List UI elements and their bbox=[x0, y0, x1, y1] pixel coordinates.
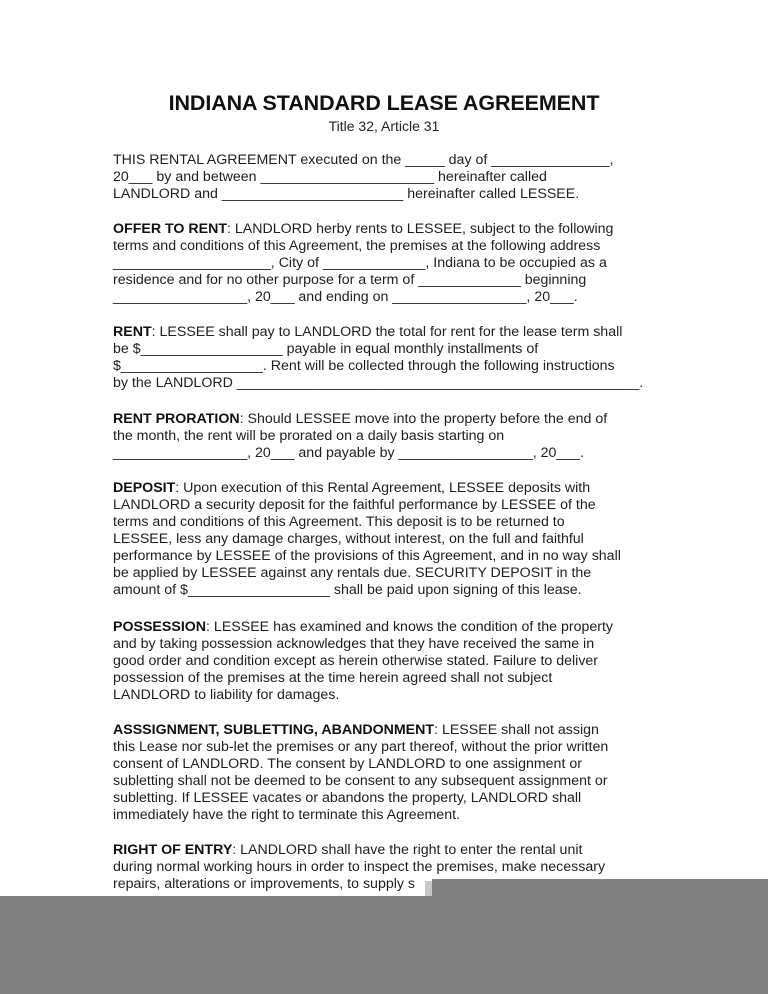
text-line: LANDLORD and _______________________ hereinafter called LESSEE. bbox=[113, 186, 580, 202]
section-heading: RIGHT OF ENTRY bbox=[113, 842, 233, 858]
text-line: during normal working hours in order to inspect the premises, make necessary bbox=[113, 859, 606, 875]
text-fragment: : Upon execution of this Rental Agreement, LESSEE deposits with bbox=[175, 480, 591, 496]
text-fragment: : LESSEE shall not assign bbox=[434, 722, 599, 738]
text-fragment: : Should LESSEE move into the property before the end of bbox=[239, 411, 608, 427]
text-line: residence and for no other purpose for a term of _____________ beginning bbox=[113, 272, 587, 288]
text-line: LANDLORD a security deposit for the faithful performance by LESSEE of the bbox=[113, 497, 596, 513]
gray-overlay-band bbox=[0, 896, 768, 994]
text-line bbox=[113, 619, 673, 636]
text-line: 20___ by and between ______________________ hereinafter called bbox=[113, 169, 547, 185]
text-fragment: : LESSEE shall pay to LANDLORD the total for rent for the lease term shall bbox=[151, 324, 623, 340]
text-line: $__________________. Rent will be collected through the following instructions bbox=[113, 358, 615, 374]
text-line: be applied by LESSEE against any rentals due. SECURITY DEPOSIT in the bbox=[113, 565, 592, 581]
text-line: subletting. If LESSEE vacates or abandons the property, LANDLORD shall bbox=[113, 790, 582, 806]
text-line bbox=[113, 842, 673, 859]
section-deposit bbox=[113, 480, 673, 599]
text-line: be $__________________ payable in equal monthly installments of bbox=[113, 341, 539, 357]
text-line: amount of $__________________ shall be paid upon signing of this lease. bbox=[113, 582, 582, 598]
text-line: and by taking possession acknowledges that they have received the same in bbox=[113, 636, 595, 652]
text-line: THIS RENTAL AGREEMENT executed on the _____ day of _______________, bbox=[113, 152, 614, 168]
section-assignment bbox=[113, 722, 673, 824]
intro-paragraph bbox=[113, 152, 673, 203]
text-line bbox=[113, 221, 673, 238]
text-line: good order and condition except as herein otherwise stated. Failure to deliver bbox=[113, 653, 599, 669]
text-line bbox=[113, 411, 673, 428]
section-rent-proration bbox=[113, 411, 673, 462]
section-heading: DEPOSIT bbox=[113, 480, 176, 496]
section-offer-to-rent bbox=[113, 221, 673, 306]
section-heading: RENT bbox=[113, 324, 152, 340]
text-line: immediately have the right to terminate this Agreement. bbox=[113, 807, 460, 823]
section-rent bbox=[113, 324, 673, 392]
text-line: ____________________, City of _____________, Indiana to be occupied as a bbox=[113, 255, 607, 271]
document-subtitle: Title 32, Article 31 bbox=[328, 118, 440, 134]
text-line: the month, the rent will be prorated on a daily basis starting on bbox=[113, 428, 505, 444]
section-possession bbox=[113, 619, 673, 704]
text-fragment: : LANDLORD shall have the right to enter the rental unit bbox=[232, 842, 583, 858]
text-fragment: : LANDLORD herby rents to LESSEE, subject to the following bbox=[227, 221, 614, 237]
text-line: this Lease nor sub-let the premises or any part thereof, without the prior written bbox=[113, 739, 609, 755]
text-line: terms and conditions of this Agreement, the premises at the following address bbox=[113, 238, 601, 254]
document-title: INDIANA STANDARD LEASE AGREEMENT bbox=[168, 91, 600, 115]
text-line: repairs, alterations or improvements, to supply s bbox=[113, 876, 416, 892]
section-heading: OFFER TO RENT bbox=[113, 221, 228, 237]
text-line: terms and conditions of this Agreement. This deposit is to be returned to bbox=[113, 514, 565, 530]
overlay-edge bbox=[425, 881, 432, 896]
section-heading: ASSSIGNMENT, SUBLETTING, ABANDONMENT bbox=[113, 722, 435, 738]
text-line: LESSEE, less any damage charges, without interest, on the full and faithful bbox=[113, 531, 584, 547]
text-line: _________________, 20___ and payable by _________________, 20___. bbox=[113, 445, 585, 461]
text-line: performance by LESSEE of the provisions of this Agreement, and in no way shall bbox=[113, 548, 621, 564]
text-line: possession of the premises at the time herein agreed shall not subject bbox=[113, 670, 553, 686]
text-line bbox=[113, 324, 673, 341]
text-line: _________________, 20___ and ending on _________________, 20___. bbox=[113, 289, 578, 305]
text-line bbox=[113, 722, 673, 739]
gray-overlay-top bbox=[432, 879, 768, 896]
section-heading: RENT PRORATION bbox=[113, 411, 240, 427]
text-fragment: : LESSEE has examined and knows the condition of the property bbox=[206, 619, 614, 635]
section-heading: POSSESSION bbox=[113, 619, 207, 635]
text-line bbox=[113, 480, 673, 497]
text-line: LANDLORD to liability for damages. bbox=[113, 687, 340, 703]
text-line: consent of LANDLORD. The consent by LANDLORD to one assignment or bbox=[113, 756, 582, 772]
text-line: by the LANDLORD ___________________________________________________. bbox=[113, 375, 644, 391]
text-line: subletting shall not be deemed to be consent to any subsequent assignment or bbox=[113, 773, 608, 789]
